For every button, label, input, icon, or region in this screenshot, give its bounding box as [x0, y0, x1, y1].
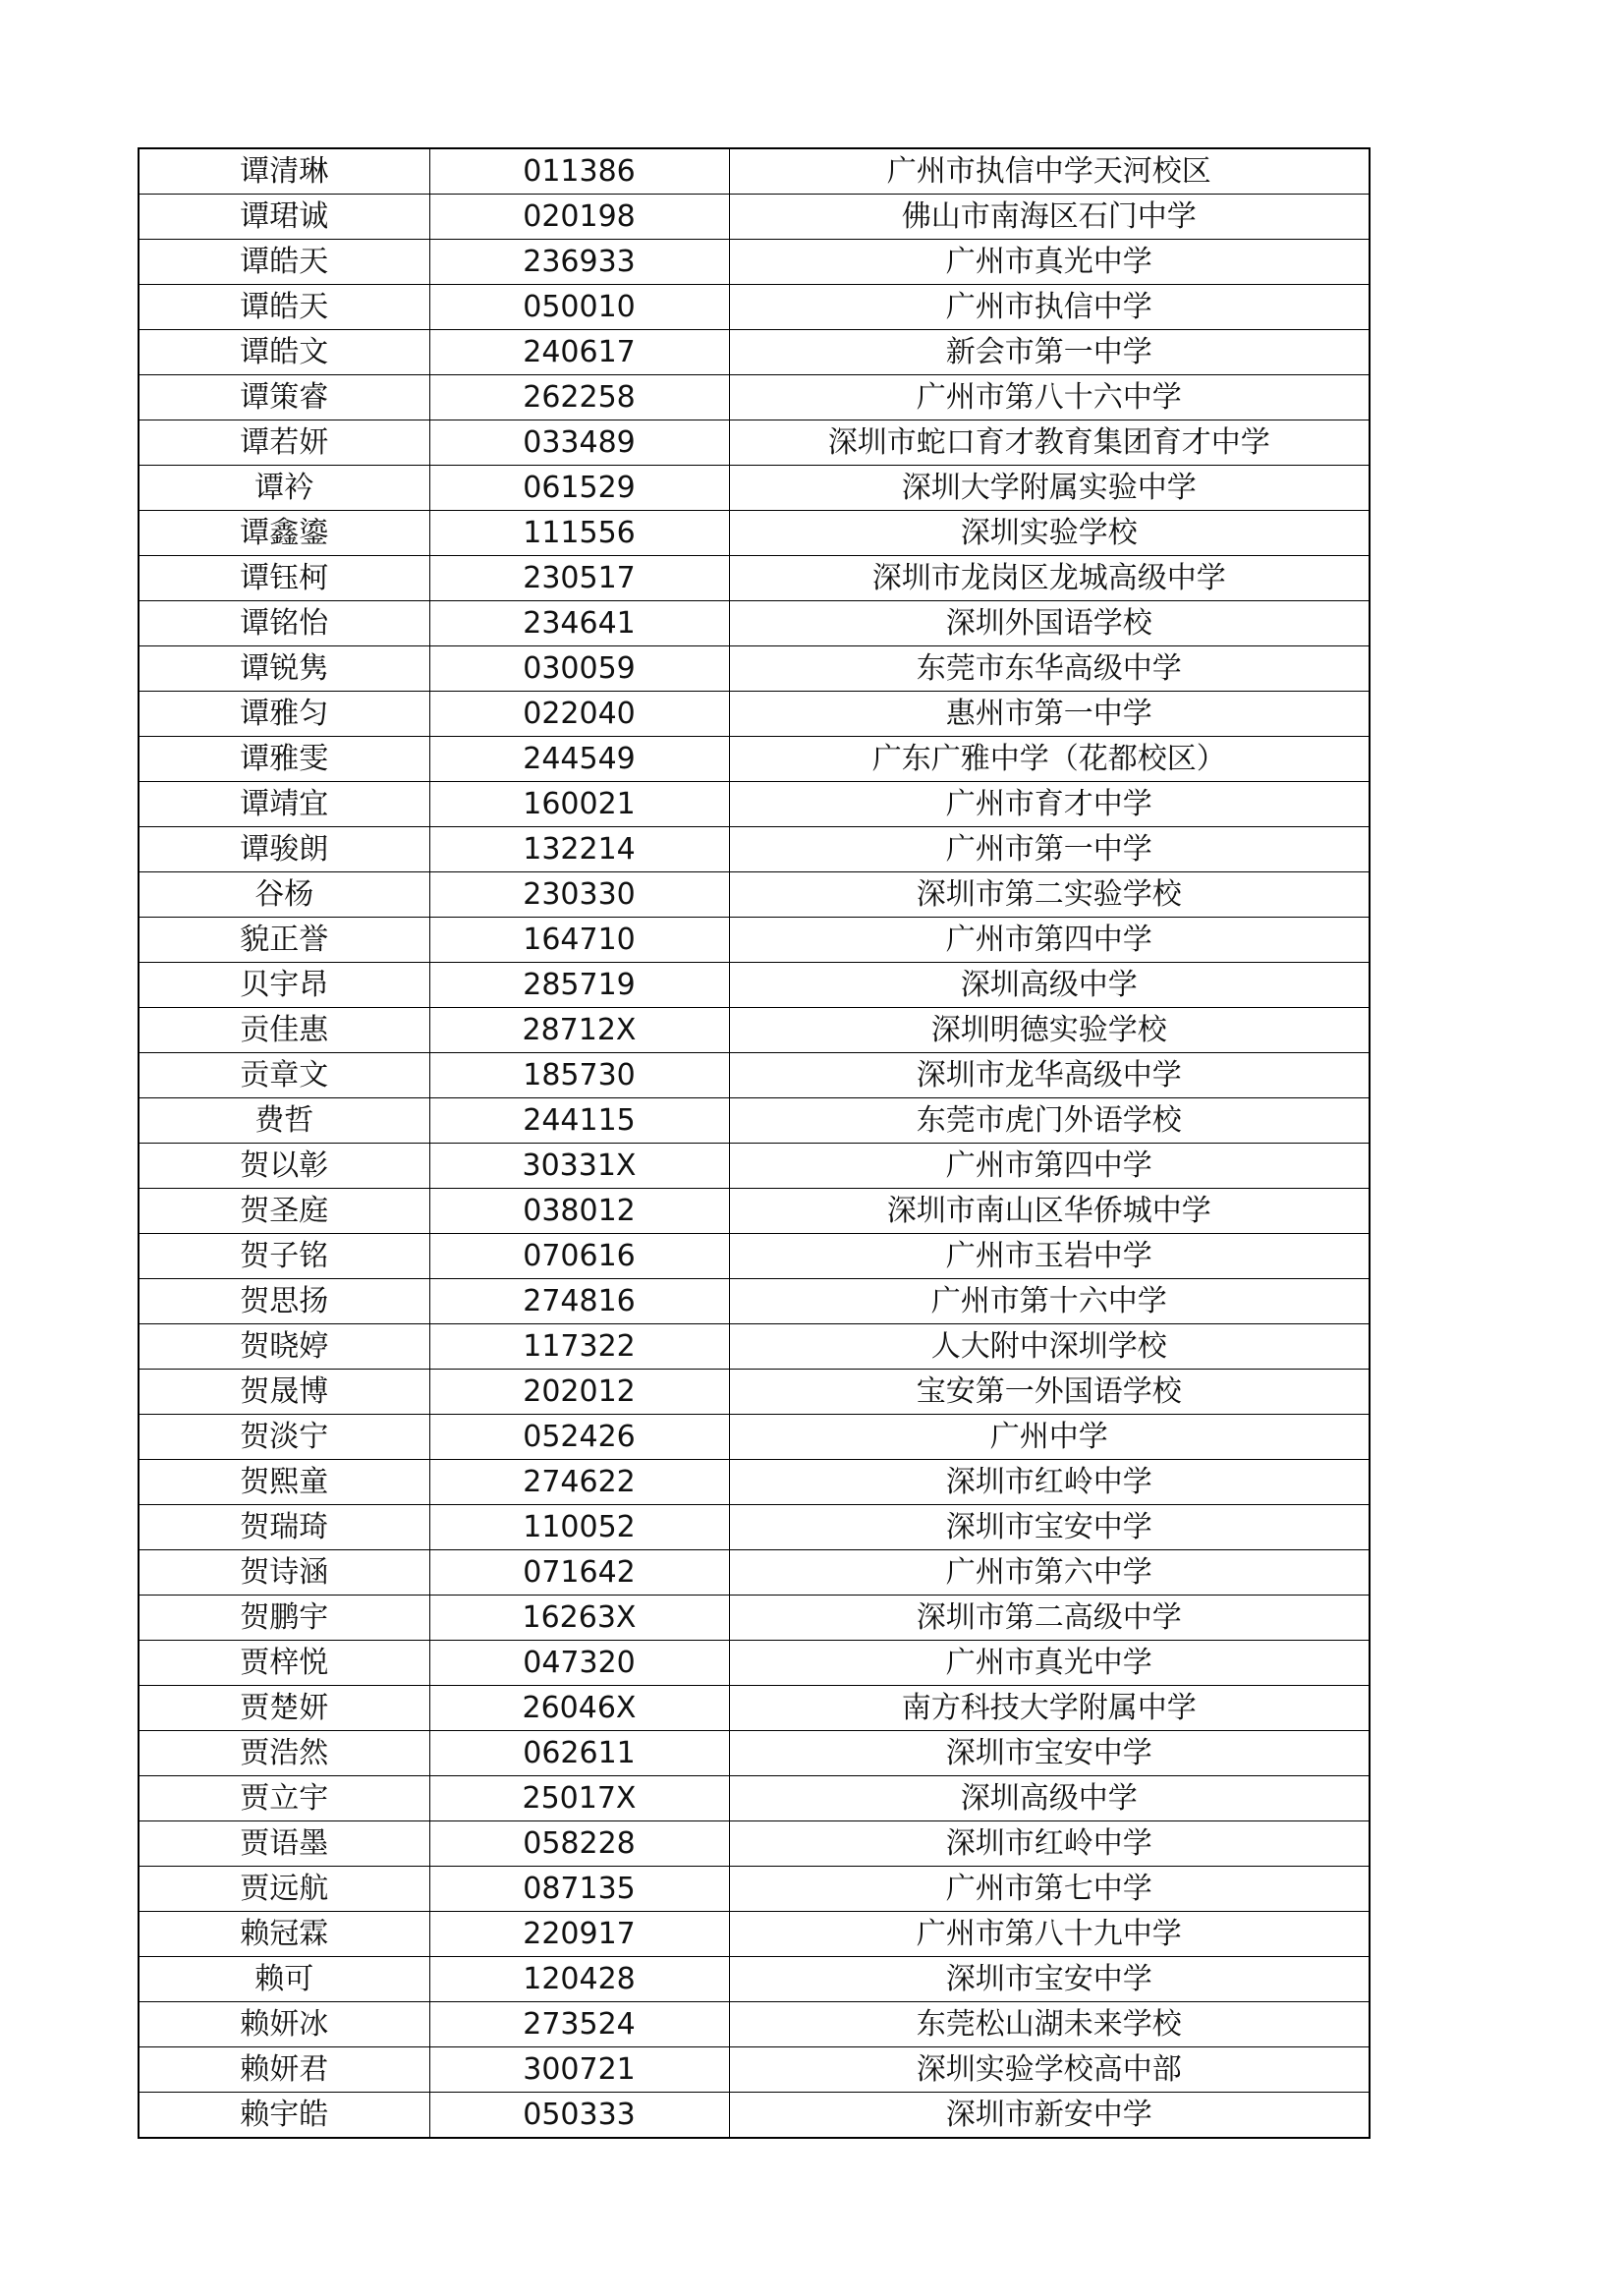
school-name-cell: 深圳实验学校 [729, 511, 1370, 556]
school-name-cell: 深圳实验学校高中部 [729, 2047, 1370, 2093]
school-name-cell: 深圳市宝安中学 [729, 1731, 1370, 1776]
school-name-cell: 深圳外国语学校 [729, 601, 1370, 646]
school-name-cell: 深圳市龙岗区龙城高级中学 [729, 556, 1370, 601]
student-id-cell: 111556 [429, 511, 729, 556]
table-row [139, 1370, 1370, 1415]
table-row [139, 692, 1370, 737]
student-name-cell: 贺瑞琦 [139, 1505, 429, 1550]
table-row [139, 1098, 1370, 1144]
student-id-cell: 160021 [429, 782, 729, 827]
student-id-cell: 050010 [429, 285, 729, 330]
student-id-cell: 234641 [429, 601, 729, 646]
student-name-cell: 谭皓文 [139, 330, 429, 375]
table-row [139, 1234, 1370, 1279]
student-id-cell: 236933 [429, 240, 729, 285]
student-id-cell: 220917 [429, 1912, 729, 1957]
student-id-cell: 262258 [429, 375, 729, 420]
school-name-cell: 广州市第六中学 [729, 1550, 1370, 1596]
table-row [139, 1596, 1370, 1641]
student-id-cell: 300721 [429, 2047, 729, 2093]
school-name-cell: 深圳高级中学 [729, 1776, 1370, 1821]
school-name-cell: 广州市第四中学 [729, 1144, 1370, 1189]
table-row [139, 511, 1370, 556]
student-name-cell: 贺淡宁 [139, 1415, 429, 1460]
table-row [139, 1912, 1370, 1957]
school-name-cell: 宝安第一外国语学校 [729, 1370, 1370, 1415]
student-name-cell: 赖妍冰 [139, 2002, 429, 2047]
table-row [139, 420, 1370, 466]
student-name-cell: 谭锐隽 [139, 646, 429, 692]
table-row [139, 1460, 1370, 1505]
student-name-cell: 贺诗涵 [139, 1550, 429, 1596]
student-name-cell: 谭雅雯 [139, 737, 429, 782]
student-name-cell: 谭铭怡 [139, 601, 429, 646]
student-name-cell: 贺思扬 [139, 1279, 429, 1324]
student-id-cell: 16263X [429, 1596, 729, 1641]
student-name-cell: 谭若妍 [139, 420, 429, 466]
table-row [139, 1053, 1370, 1098]
table-row [139, 1505, 1370, 1550]
school-name-cell: 深圳市红岭中学 [729, 1460, 1370, 1505]
table-row [139, 2093, 1370, 2139]
student-id-cell: 030059 [429, 646, 729, 692]
school-name-cell: 广州市第四中学 [729, 918, 1370, 963]
student-name-cell: 贺鹏宇 [139, 1596, 429, 1641]
student-name-cell: 赖妍君 [139, 2047, 429, 2093]
school-name-cell: 广州市执信中学 [729, 285, 1370, 330]
student-id-cell: 087135 [429, 1867, 729, 1912]
table-row [139, 1731, 1370, 1776]
school-name-cell: 深圳大学附属实验中学 [729, 466, 1370, 511]
school-name-cell: 广州市玉岩中学 [729, 1234, 1370, 1279]
student-id-cell: 230330 [429, 872, 729, 918]
school-name-cell: 东莞市东华高级中学 [729, 646, 1370, 692]
school-name-cell: 广东广雅中学（花都校区） [729, 737, 1370, 782]
table-row [139, 827, 1370, 872]
student-id-cell: 117322 [429, 1324, 729, 1370]
school-name-cell: 广州市育才中学 [729, 782, 1370, 827]
table-row [139, 1279, 1370, 1324]
table-row [139, 1415, 1370, 1460]
school-name-cell: 广州市第八十六中学 [729, 375, 1370, 420]
student-name-cell: 谭雅匀 [139, 692, 429, 737]
student-table-body [139, 148, 1370, 2138]
school-name-cell: 人大附中深圳学校 [729, 1324, 1370, 1370]
school-name-cell: 广州市真光中学 [729, 1641, 1370, 1686]
student-id-cell: 28712X [429, 1008, 729, 1053]
table-row [139, 601, 1370, 646]
student-name-cell: 贾立宇 [139, 1776, 429, 1821]
student-name-cell: 谭皓天 [139, 240, 429, 285]
table-row [139, 737, 1370, 782]
student-id-cell: 285719 [429, 963, 729, 1008]
student-id-cell: 230517 [429, 556, 729, 601]
table-row [139, 1776, 1370, 1821]
student-name-cell: 贺圣庭 [139, 1189, 429, 1234]
student-id-cell: 070616 [429, 1234, 729, 1279]
student-id-cell: 274816 [429, 1279, 729, 1324]
table-row [139, 1189, 1370, 1234]
student-id-cell: 120428 [429, 1957, 729, 2002]
table-row [139, 872, 1370, 918]
school-name-cell: 广州中学 [729, 1415, 1370, 1460]
student-id-cell: 185730 [429, 1053, 729, 1098]
student-name-cell: 赖可 [139, 1957, 429, 2002]
table-row [139, 1867, 1370, 1912]
school-name-cell: 新会市第一中学 [729, 330, 1370, 375]
table-row [139, 1144, 1370, 1189]
student-name-cell: 谭鑫鎏 [139, 511, 429, 556]
school-name-cell: 深圳高级中学 [729, 963, 1370, 1008]
student-name-cell: 贡佳惠 [139, 1008, 429, 1053]
student-name-cell: 谭皓天 [139, 285, 429, 330]
student-id-cell: 047320 [429, 1641, 729, 1686]
student-name-cell: 赖宇皓 [139, 2093, 429, 2139]
table-row [139, 1821, 1370, 1867]
table-row [139, 195, 1370, 240]
student-id-cell: 052426 [429, 1415, 729, 1460]
student-name-cell: 谭骏朗 [139, 827, 429, 872]
student-id-cell: 240617 [429, 330, 729, 375]
student-id-cell: 30331X [429, 1144, 729, 1189]
student-name-cell: 贝宇昂 [139, 963, 429, 1008]
school-name-cell: 广州市第十六中学 [729, 1279, 1370, 1324]
student-name-cell: 贺熙童 [139, 1460, 429, 1505]
school-name-cell: 深圳市宝安中学 [729, 1505, 1370, 1550]
school-name-cell: 东莞松山湖未来学校 [729, 2002, 1370, 2047]
student-name-cell: 贺晓婷 [139, 1324, 429, 1370]
table-row [139, 285, 1370, 330]
student-id-cell: 011386 [429, 148, 729, 195]
table-row [139, 963, 1370, 1008]
table-row [139, 375, 1370, 420]
student-id-cell: 164710 [429, 918, 729, 963]
student-name-cell: 谭策睿 [139, 375, 429, 420]
school-name-cell: 南方科技大学附属中学 [729, 1686, 1370, 1731]
school-name-cell: 广州市第七中学 [729, 1867, 1370, 1912]
student-id-cell: 071642 [429, 1550, 729, 1596]
student-name-cell: 贾远航 [139, 1867, 429, 1912]
table-row [139, 1686, 1370, 1731]
table-row [139, 330, 1370, 375]
table-row [139, 1550, 1370, 1596]
student-name-cell: 贺子铭 [139, 1234, 429, 1279]
school-name-cell: 深圳市新安中学 [729, 2093, 1370, 2139]
student-name-cell: 贾语墨 [139, 1821, 429, 1867]
table-row [139, 466, 1370, 511]
table-row [139, 646, 1370, 692]
school-name-cell: 深圳市龙华高级中学 [729, 1053, 1370, 1098]
table-row [139, 1641, 1370, 1686]
school-name-cell: 东莞市虎门外语学校 [729, 1098, 1370, 1144]
student-id-cell: 050333 [429, 2093, 729, 2139]
student-name-cell: 谭珺诚 [139, 195, 429, 240]
student-id-cell: 273524 [429, 2002, 729, 2047]
school-name-cell: 广州市第八十九中学 [729, 1912, 1370, 1957]
school-name-cell: 惠州市第一中学 [729, 692, 1370, 737]
student-name-cell: 赖冠霖 [139, 1912, 429, 1957]
student-id-cell: 038012 [429, 1189, 729, 1234]
student-name-cell: 贾楚妍 [139, 1686, 429, 1731]
student-id-cell: 202012 [429, 1370, 729, 1415]
school-name-cell: 深圳市第二实验学校 [729, 872, 1370, 918]
school-name-cell: 佛山市南海区石门中学 [729, 195, 1370, 240]
student-name-cell: 谭钰柯 [139, 556, 429, 601]
student-name-cell: 谭衿 [139, 466, 429, 511]
school-name-cell: 广州市第一中学 [729, 827, 1370, 872]
table-row [139, 1957, 1370, 2002]
school-name-cell: 深圳市南山区华侨城中学 [729, 1189, 1370, 1234]
student-name-cell: 貌正誉 [139, 918, 429, 963]
student-id-cell: 061529 [429, 466, 729, 511]
student-name-cell: 费哲 [139, 1098, 429, 1144]
table-row [139, 782, 1370, 827]
student-id-cell: 058228 [429, 1821, 729, 1867]
student-name-cell: 谷杨 [139, 872, 429, 918]
student-name-cell: 谭清琳 [139, 148, 429, 195]
table-row [139, 1324, 1370, 1370]
school-name-cell: 深圳市红岭中学 [729, 1821, 1370, 1867]
student-id-cell: 062611 [429, 1731, 729, 1776]
student-id-cell: 110052 [429, 1505, 729, 1550]
student-id-cell: 25017X [429, 1776, 729, 1821]
student-name-cell: 贡章文 [139, 1053, 429, 1098]
student-name-cell: 谭靖宜 [139, 782, 429, 827]
student-name-cell: 贺以彰 [139, 1144, 429, 1189]
student-id-cell: 26046X [429, 1686, 729, 1731]
student-id-cell: 132214 [429, 827, 729, 872]
table-row [139, 556, 1370, 601]
student-id-cell: 244549 [429, 737, 729, 782]
student-name-cell: 贾浩然 [139, 1731, 429, 1776]
school-name-cell: 深圳市蛇口育才教育集团育才中学 [729, 420, 1370, 466]
school-name-cell: 深圳市宝安中学 [729, 1957, 1370, 2002]
school-name-cell: 广州市真光中学 [729, 240, 1370, 285]
student-id-cell: 244115 [429, 1098, 729, 1144]
table-row [139, 240, 1370, 285]
student-id-cell: 033489 [429, 420, 729, 466]
school-name-cell: 广州市执信中学天河校区 [729, 148, 1370, 195]
table-row [139, 2047, 1370, 2093]
student-name-cell: 贺晟博 [139, 1370, 429, 1415]
student-table [138, 147, 1371, 2139]
table-row [139, 2002, 1370, 2047]
student-id-cell: 020198 [429, 195, 729, 240]
student-id-cell: 274622 [429, 1460, 729, 1505]
student-name-cell: 贾梓悦 [139, 1641, 429, 1686]
table-row [139, 1008, 1370, 1053]
table-row [139, 148, 1370, 195]
table-row [139, 918, 1370, 963]
student-id-cell: 022040 [429, 692, 729, 737]
school-name-cell: 深圳明德实验学校 [729, 1008, 1370, 1053]
school-name-cell: 深圳市第二高级中学 [729, 1596, 1370, 1641]
